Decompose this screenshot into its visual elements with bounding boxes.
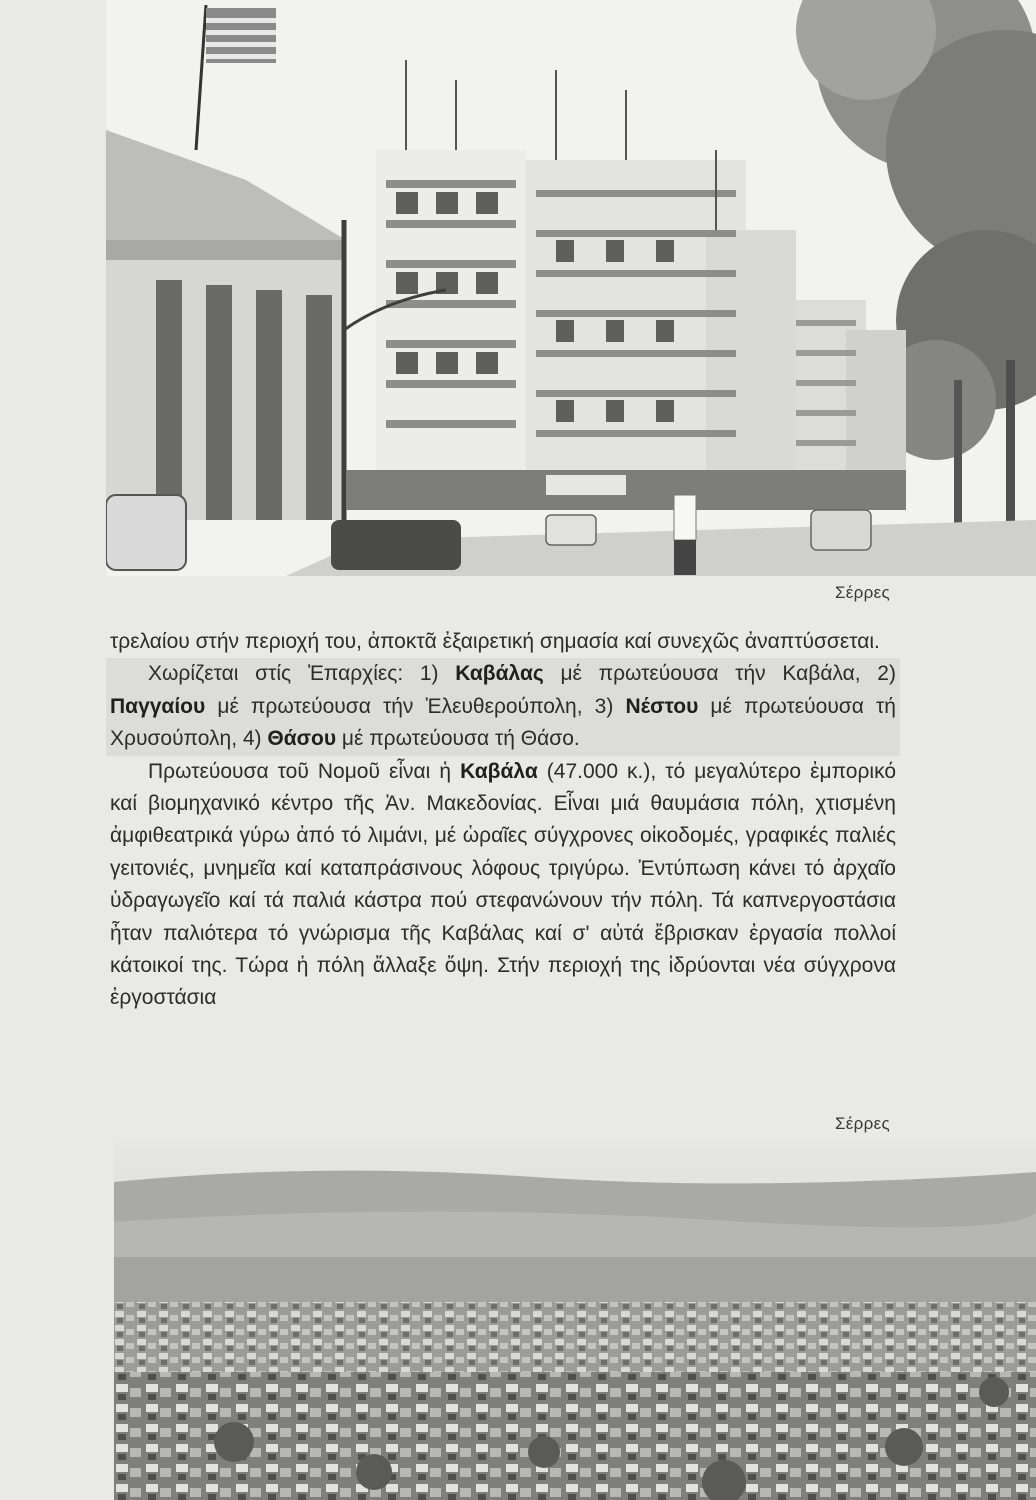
photo-caption-bottom: Σέρρες xyxy=(835,1114,890,1133)
paragraph-3 xyxy=(110,756,896,1015)
paragraph-2 xyxy=(106,658,900,755)
bold-term-kavalas: Καβάλας xyxy=(455,662,544,686)
text-run: μέ πρωτεύουσα τή Θάσο. xyxy=(336,727,580,751)
text-run: μέ πρωτεύουσα τή Χρυσούπολη, 4) xyxy=(110,694,896,751)
text-run: μέ πρωτεύουσα τήν Καβάλα, 2) xyxy=(543,662,896,686)
text-run: μέ πρωτεύουσα τήν Ἐλευθερούπολη, 3) xyxy=(205,694,626,718)
aerial-photo-drawing xyxy=(114,1142,1036,1500)
paragraph-1 xyxy=(110,626,896,658)
text-run: (47.000 κ.), τό μεγαλύτερο ἐμπορικό καί βιομηχανικό κέντρο τῆς Ἀν. Μακεδονίας. Εἶναι μιά θαυμάσια πόλη, χτισμένη ἀμφιθεατρικά γύρω ἀπό τό λιμάνι, μέ ὡραῖες σύγχρονες οἰκοδομές, γραφικές παλιές γειτονιές, μνημεῖα καί καταπράσινους λόφους τριγύρω. Ἐντύπωση κάνει τό ἀρχαῖο ὑδραγωγεῖο καί τά παλιά κάστρα πού στεφανώνουν τήν πόλη. Τά καπνεργοστάσια ἦταν παλιότερα τό γνώρισμα τῆς Καβάλας καί σ' αὐτά ἔβρισκαν ἐργασία πολλοί κάτοικοί της. Τώρα ἡ πόλη ἄλλαξε ὄψη. Στήν περιοχή της ἱδρύονται νέα σύγχρονα ἐργοστάσια xyxy=(110,759,896,1010)
text-run: Πρωτεύουσα τοῦ Νομοῦ εἶναι ἡ xyxy=(148,759,461,783)
bold-term-thasou: Θάσου xyxy=(267,727,337,751)
text-run: τρελαίου στήν περιοχή του, ἀποκτᾶ ἐξαιρετική σημασία καί συνεχῶς ἀναπτύσσεται. xyxy=(110,630,880,653)
street-photo-drawing xyxy=(106,0,1036,576)
text-run: Χωρίζεται στίς Ἐπαρχίες: 1) xyxy=(148,662,456,686)
street-photo xyxy=(106,0,1036,576)
bold-term-paggaiou: Παγγαίου xyxy=(110,694,206,718)
bold-term-nestou: Νέστου xyxy=(625,694,699,718)
aerial-photo xyxy=(114,1142,1036,1500)
body-text xyxy=(110,626,896,1015)
bold-term-kavala: Καβάλα xyxy=(460,759,538,783)
photo-caption-top: Σέρρες xyxy=(835,583,890,602)
